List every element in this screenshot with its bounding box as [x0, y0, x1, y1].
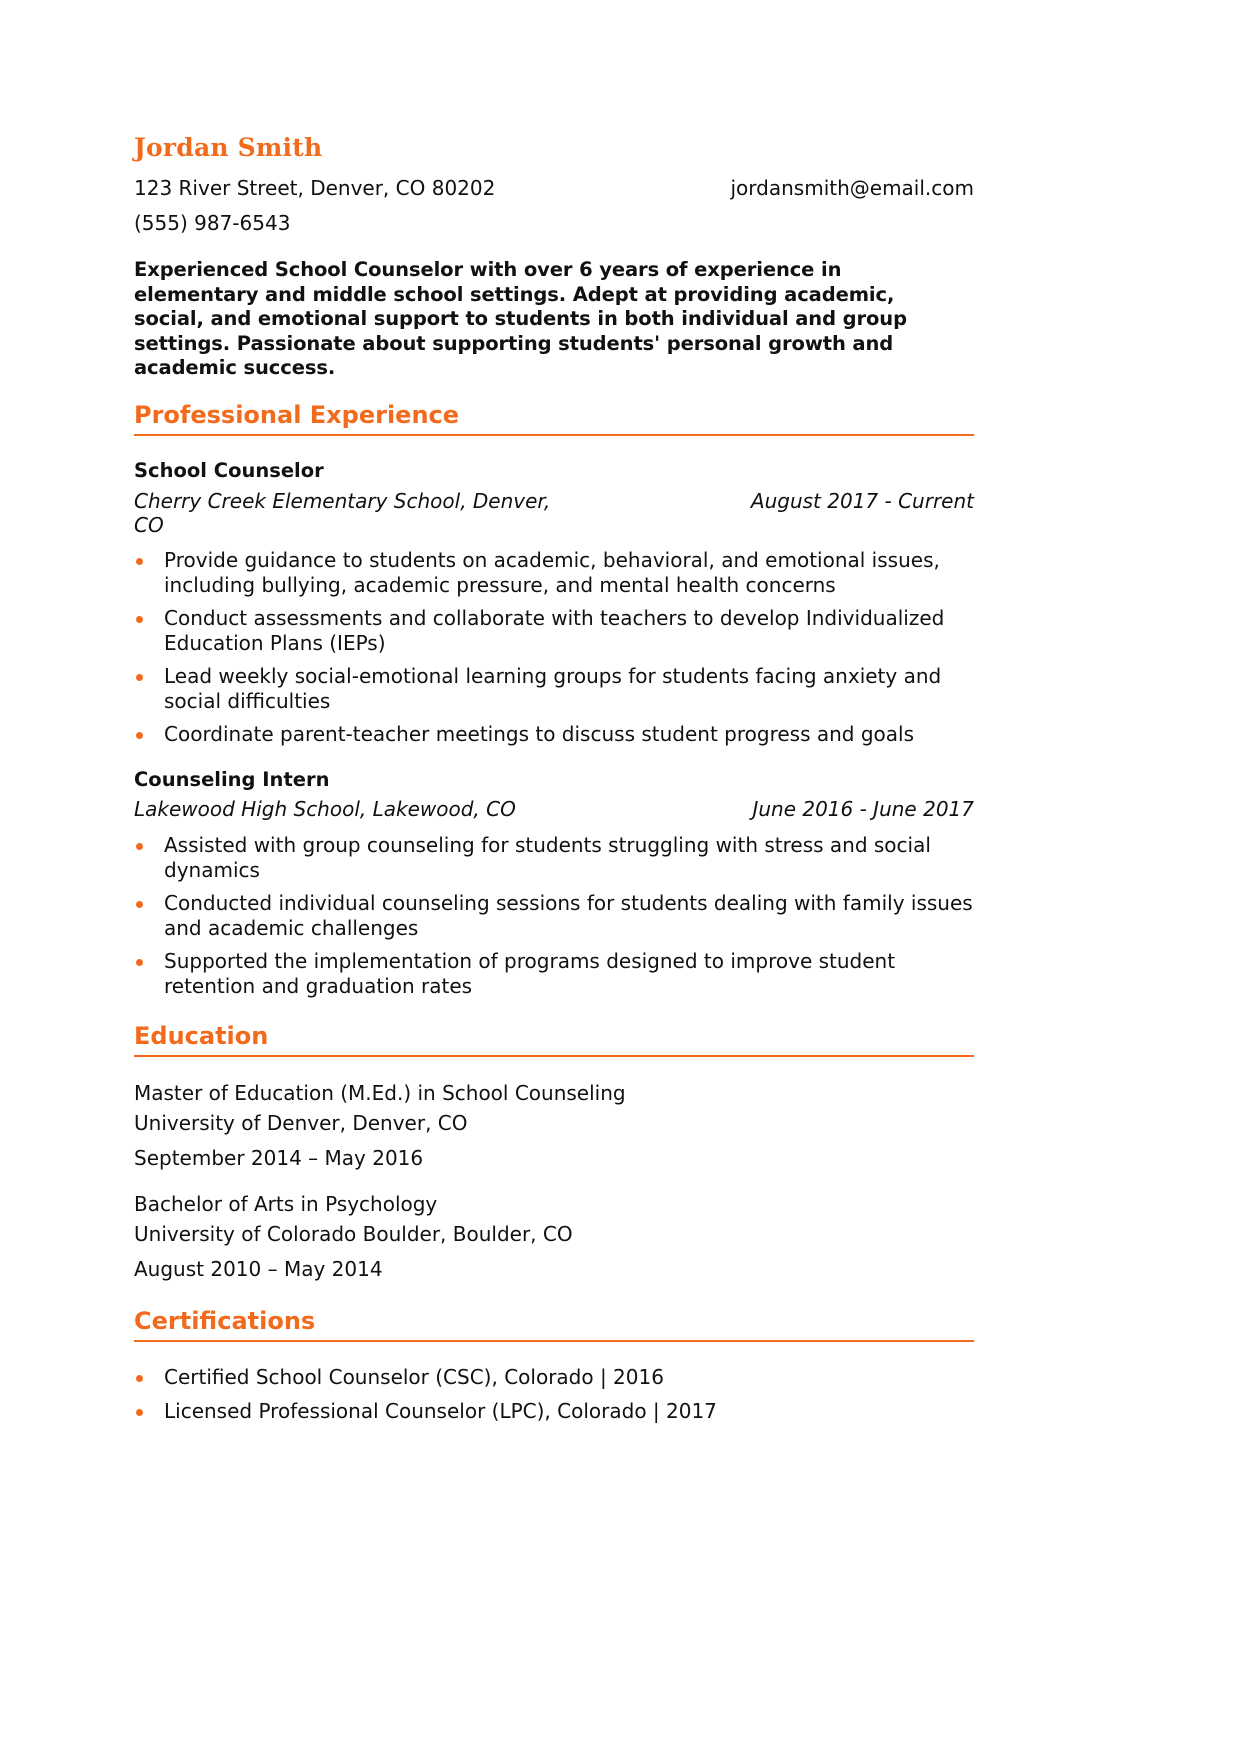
- bullet-text: Supported the implementation of programs designed to improve student retention and graduation rates: [164, 949, 896, 998]
- contact-row-2: [134, 211, 974, 235]
- education-school: University of Colorado Boulder, Boulder, CO: [134, 1222, 573, 1246]
- certification-text: Certified School Counselor (CSC), Colorado | 2016: [164, 1365, 664, 1389]
- education-school: University of Denver, Denver, CO: [134, 1111, 468, 1135]
- section-header-experience: Professional Experience: [134, 400, 974, 436]
- job-organization: [134, 489, 550, 537]
- list-item: [134, 664, 974, 713]
- bullet-text: Assisted with group counseling for students struggling with stress and social dynamics: [164, 833, 931, 882]
- bullet-text: Provide guidance to students on academic, behavioral, and emotional issues, including bullying, academic pressure, and mental health concerns: [164, 548, 940, 597]
- list-item: [134, 606, 974, 655]
- bullet-dot-icon: [136, 843, 143, 850]
- education-dates: August 2010 – May 2014: [134, 1257, 383, 1281]
- bullet-dot-icon: [136, 674, 143, 681]
- list-item: [134, 548, 974, 597]
- professional-summary: Experienced School Counselor with over 6 years of experience in elementary and middle school settings. Adept at providing academic, social, and emotional support to students in both individual and group settings. Passionate about supporting students' personal growth and academic success.: [134, 258, 907, 379]
- bullet-text: Conduct assessments and collaborate with teachers to develop Individualized Education Plans (IEPs): [164, 606, 945, 655]
- certifications-list: [134, 1365, 974, 1432]
- education-degree: Bachelor of Arts in Psychology: [134, 1192, 438, 1216]
- bullet-text: Conducted individual counseling sessions for students dealing with family issues and academic challenges: [164, 891, 973, 940]
- bullet-dot-icon: [136, 1409, 143, 1416]
- certification-text: Licensed Professional Counselor (LPC), Colorado | 2017: [164, 1398, 717, 1423]
- job-bullets: [134, 548, 974, 756]
- job-dates: August 2017 - Current: [750, 489, 974, 513]
- job-organization: Lakewood High School, Lakewood, CO: [134, 797, 516, 821]
- list-item: [134, 949, 974, 998]
- bullet-text: Lead weekly social-emotional learning groups for students facing anxiety and social difficulties: [164, 664, 942, 713]
- list-item: [134, 1365, 974, 1390]
- bullet-dot-icon: [136, 1375, 143, 1382]
- contact-row-1: [134, 176, 974, 200]
- job-organization-line: Cherry Creek Elementary School, Denver,: [134, 489, 551, 513]
- phone: (555) 987-6543: [134, 211, 291, 235]
- list-item: [134, 891, 974, 940]
- candidate-name: Jordan Smith: [134, 133, 323, 162]
- bullet-dot-icon: [136, 558, 143, 565]
- job-title: Counseling Intern: [134, 768, 330, 791]
- job-bullets: [134, 833, 974, 1007]
- bullet-text: Coordinate parent-teacher meetings to discuss student progress and goals: [164, 722, 914, 746]
- list-item: [134, 722, 974, 747]
- section-header-education: Education: [134, 1021, 974, 1057]
- list-item: [134, 833, 974, 882]
- bullet-dot-icon: [136, 901, 143, 908]
- job-title: School Counselor: [134, 459, 324, 482]
- job-organization-line: CO: [134, 513, 164, 537]
- address: 123 River Street, Denver, CO 80202: [134, 176, 496, 200]
- bullet-dot-icon: [136, 616, 143, 623]
- list-item: [134, 1399, 974, 1424]
- education-degree: Master of Education (M.Ed.) in School Counseling: [134, 1081, 626, 1105]
- email: jordansmith@email.com: [730, 176, 974, 200]
- job-dates: June 2016 - June 2017: [752, 797, 974, 821]
- section-header-certifications: Certifications: [134, 1306, 974, 1342]
- bullet-dot-icon: [136, 732, 143, 739]
- education-dates: September 2014 – May 2016: [134, 1146, 424, 1170]
- bullet-dot-icon: [136, 959, 143, 966]
